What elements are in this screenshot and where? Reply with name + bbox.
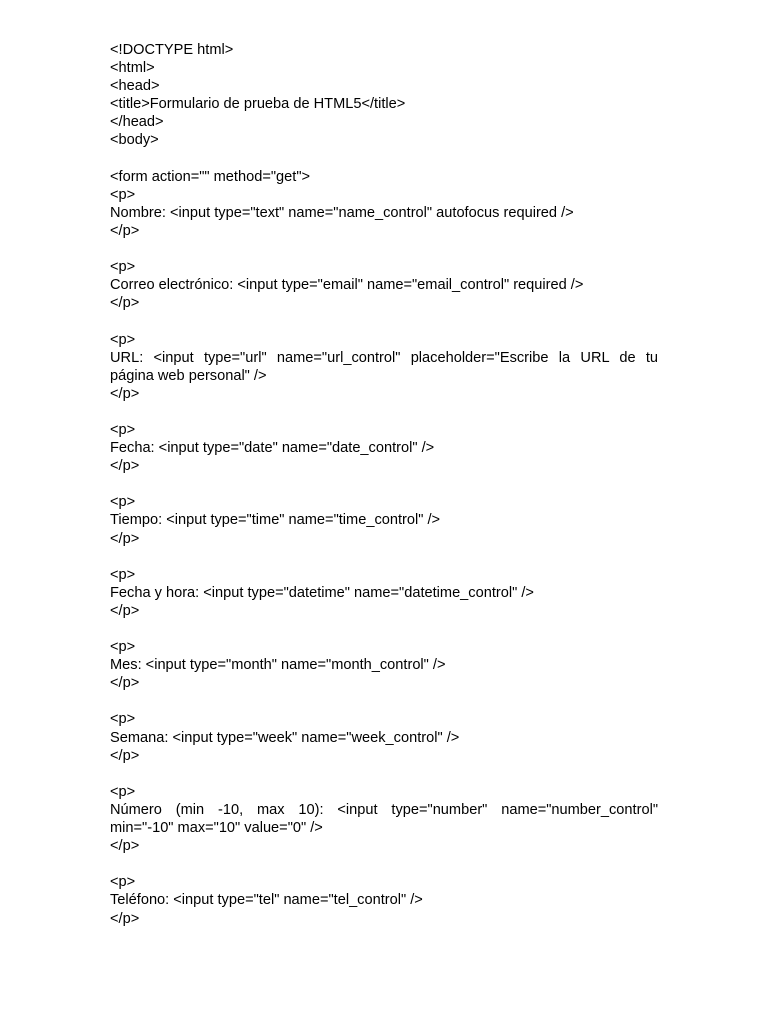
code-line: Correo electrónico: <input type="email" name="email_control" required /> xyxy=(110,277,584,294)
code-line-justified: Número (min -10, max 10): <input type="number" name="number_control" xyxy=(110,801,658,818)
code-line: <p> xyxy=(110,494,136,511)
code-line: Tiempo: <input type="time" name="time_control" /> xyxy=(110,512,441,529)
blank-line xyxy=(110,620,658,638)
code-line: </p> xyxy=(110,295,140,312)
code-line: Nombre: <input type="text" name="name_control" autofocus required /> xyxy=(110,204,574,221)
blank-line xyxy=(110,855,658,873)
code-line: min="-10" max="10" value="0" /> xyxy=(110,820,323,837)
code-line: </p> xyxy=(110,675,140,692)
code-line: Fecha: <input type="date" name="date_control" /> xyxy=(110,440,435,457)
code-line: Semana: <input type="week" name="week_control" /> xyxy=(110,729,460,746)
code-line: <p> xyxy=(110,421,136,438)
code-line: <p> xyxy=(110,186,136,203)
code-line: <p> xyxy=(110,259,136,276)
code-line: </p> xyxy=(110,222,140,239)
code-line: Mes: <input type="month" name="month_control" /> xyxy=(110,657,446,674)
code-line: página web personal" /> xyxy=(110,367,267,384)
code-line: </p> xyxy=(110,910,140,927)
blank-line xyxy=(110,548,658,566)
code-line: <html> xyxy=(110,60,155,77)
code-line: </p> xyxy=(110,602,140,619)
blank-line xyxy=(110,240,658,258)
code-line: </p> xyxy=(110,747,140,764)
code-line: <form action="" method="get"> xyxy=(110,168,311,185)
code-line: </p> xyxy=(110,530,140,547)
code-line: <p> xyxy=(110,783,136,800)
code-line: <p> xyxy=(110,711,136,728)
blank-line xyxy=(110,403,658,421)
blank-line xyxy=(110,765,658,783)
code-line: Fecha y hora: <input type="datetime" name="datetime_control" /> xyxy=(110,584,534,601)
blank-line xyxy=(110,312,658,330)
code-line: <title>Formulario de prueba de HTML5</title> xyxy=(110,96,406,113)
blank-line xyxy=(110,150,658,168)
blank-line xyxy=(110,692,658,710)
code-line: <p> xyxy=(110,639,136,656)
code-line: </head> xyxy=(110,114,164,131)
document-page xyxy=(110,41,658,928)
code-line: </p> xyxy=(110,458,140,475)
blank-line xyxy=(110,475,658,493)
code-line: </p> xyxy=(110,838,140,855)
code-line: <p> xyxy=(110,566,136,583)
code-line: </p> xyxy=(110,385,140,402)
code-line: <!DOCTYPE html> xyxy=(110,42,234,58)
code-line: Teléfono: <input type="tel" name="tel_control" /> xyxy=(110,892,423,909)
code-line-justified: URL: <input type="url" name="url_control" placeholder="Escribe la URL de tu xyxy=(110,349,658,366)
code-line: <p> xyxy=(110,874,136,891)
code-line: <body> xyxy=(110,132,159,149)
code-line: <head> xyxy=(110,78,160,95)
code-line: <p> xyxy=(110,331,136,348)
